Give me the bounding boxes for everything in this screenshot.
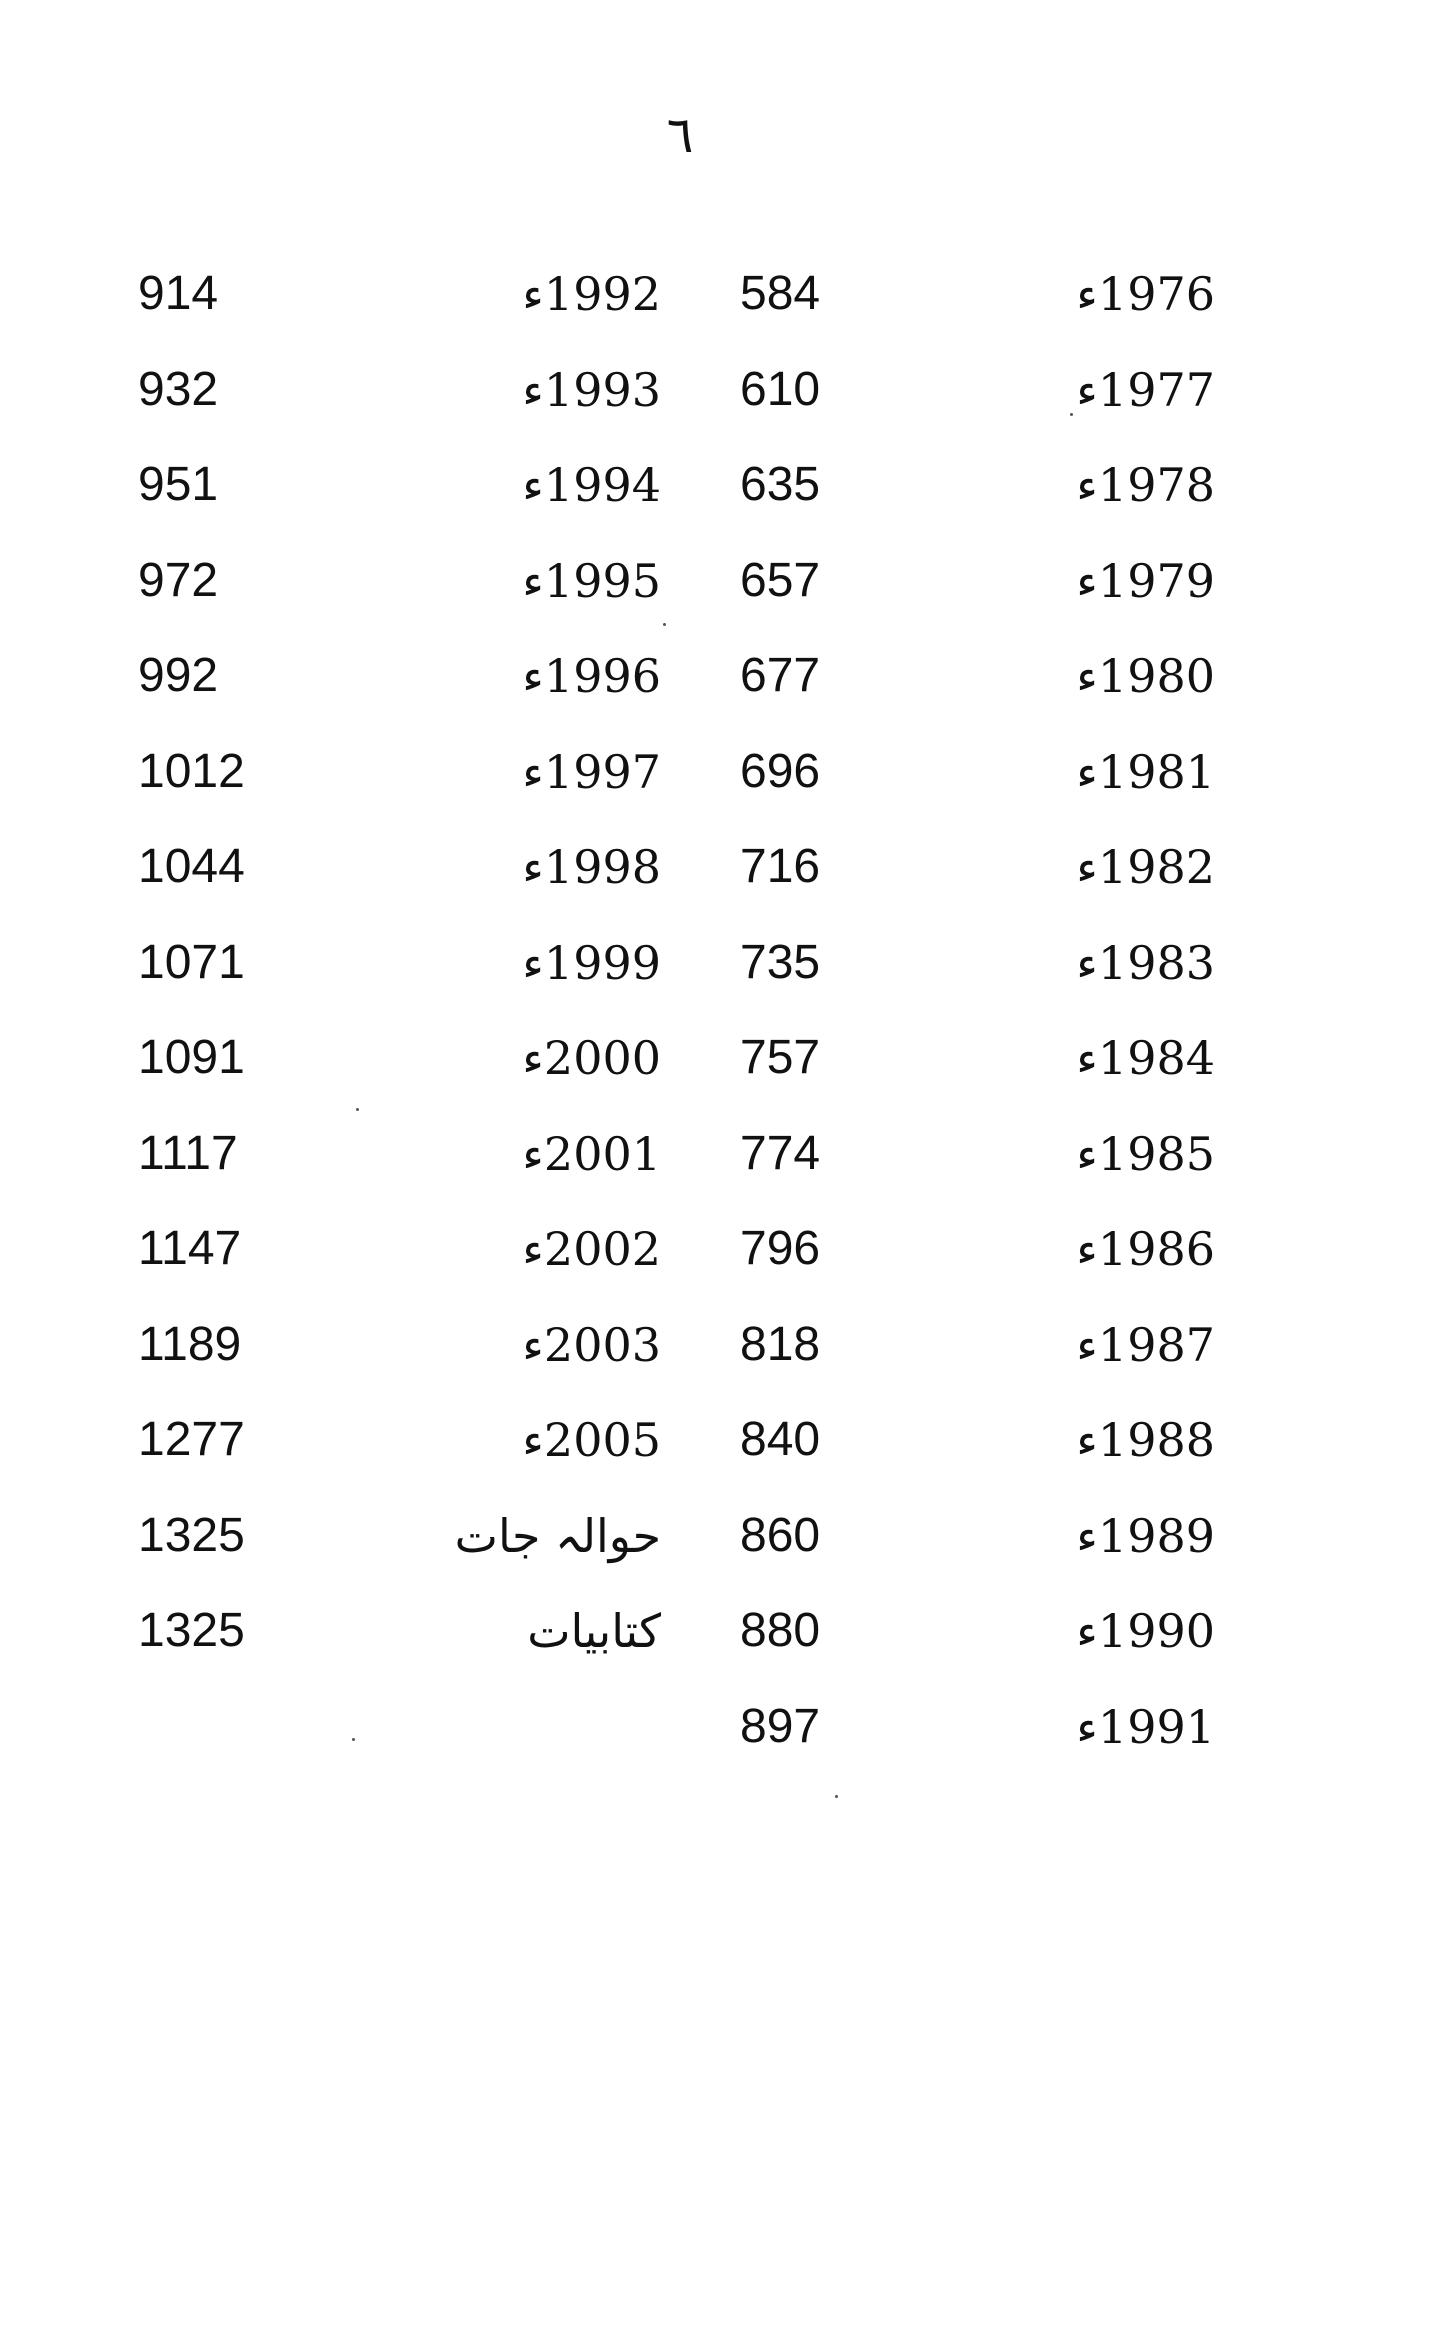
page-ref: 860 bbox=[740, 1508, 821, 1562]
index-entry: 1979ء bbox=[1076, 553, 1215, 608]
page-ref: 774 bbox=[740, 1126, 821, 1180]
index-entry: 1995ء bbox=[522, 553, 661, 608]
page-ref: 897 bbox=[740, 1699, 821, 1753]
index-entry: 2003ء bbox=[522, 1317, 661, 1372]
page-ref: 880 bbox=[740, 1604, 821, 1657]
index-entry: 1982ء bbox=[1076, 840, 1215, 894]
index-entry: 2000ء bbox=[522, 1031, 661, 1085]
index-entry: 2005ء bbox=[522, 1413, 661, 1467]
index-entry: 1981ء bbox=[1076, 744, 1215, 799]
page-number: ٦ bbox=[666, 106, 694, 164]
page-ref: 1117 bbox=[138, 1126, 238, 1180]
right-page-numbers-column bbox=[740, 258, 970, 1786]
page-ref: 1325 bbox=[138, 1508, 245, 1562]
scan-speck bbox=[356, 1108, 359, 1111]
index-entry: 1991ء bbox=[1076, 1699, 1215, 1754]
index-entry: 1993ء bbox=[522, 362, 661, 417]
page-ref: 818 bbox=[740, 1317, 821, 1371]
index-entry: 1986ء bbox=[1076, 1222, 1215, 1276]
page-ref: 1044 bbox=[138, 840, 245, 893]
page-ref: 972 bbox=[138, 553, 219, 607]
scan-speck bbox=[663, 623, 666, 626]
page-ref: 735 bbox=[740, 935, 821, 989]
page-ref: 696 bbox=[740, 744, 821, 798]
page-ref: 757 bbox=[740, 1031, 821, 1084]
page-ref: 1012 bbox=[138, 744, 245, 798]
index-entry: 1994ء bbox=[522, 458, 661, 512]
index-entry: 1977ء bbox=[1076, 362, 1215, 417]
page-ref: 1277 bbox=[138, 1413, 245, 1466]
index-entry: 1988ء bbox=[1076, 1413, 1215, 1467]
index-entry: 1997ء bbox=[522, 744, 661, 799]
right-entries-column bbox=[985, 258, 1215, 1786]
scan-speck bbox=[835, 1795, 838, 1798]
page-ref: 584 bbox=[740, 267, 821, 320]
page-ref: 657 bbox=[740, 553, 821, 607]
left-entries-column bbox=[431, 258, 661, 1691]
page-ref: 840 bbox=[740, 1413, 821, 1466]
page-ref: 932 bbox=[138, 362, 219, 416]
page-ref: 1325 bbox=[138, 1604, 245, 1657]
page-ref: 1091 bbox=[138, 1031, 245, 1084]
page-ref: 1189 bbox=[138, 1317, 242, 1371]
index-entry: 1996ء bbox=[522, 649, 661, 703]
left-page-numbers-column bbox=[138, 258, 368, 1691]
index-entry: 1976ء bbox=[1076, 267, 1215, 321]
page-ref: 635 bbox=[740, 458, 821, 511]
scan-speck bbox=[352, 1738, 355, 1741]
page-ref: 1071 bbox=[138, 935, 245, 989]
index-entry: 1983ء bbox=[1076, 935, 1215, 990]
index-entry: 1984ء bbox=[1076, 1031, 1215, 1085]
page-ref: 992 bbox=[138, 649, 219, 702]
index-entry: 1987ء bbox=[1076, 1317, 1215, 1372]
index-entry-bibliography: کتابیات bbox=[527, 1604, 661, 1658]
page-ref: 610 bbox=[740, 362, 821, 416]
index-entry: 1978ء bbox=[1076, 458, 1215, 512]
page-ref: 914 bbox=[138, 267, 219, 320]
index-entry: 1985ء bbox=[1076, 1126, 1215, 1181]
page-ref: 677 bbox=[740, 649, 821, 702]
index-entry-references: حوالہ جات bbox=[454, 1508, 661, 1563]
page-ref: 716 bbox=[740, 840, 821, 893]
page-ref: 1147 bbox=[138, 1222, 242, 1275]
index-entry: 1980ء bbox=[1076, 649, 1215, 703]
index-entry: 2001ء bbox=[522, 1126, 661, 1181]
index-entry: 1999ء bbox=[522, 935, 661, 990]
index-entry: 1992ء bbox=[522, 267, 661, 321]
page-ref: 951 bbox=[138, 458, 219, 511]
index-entry: 1989ء bbox=[1076, 1508, 1215, 1563]
index-entry: 2002ء bbox=[522, 1222, 661, 1276]
index-entry: 1990ء bbox=[1076, 1604, 1215, 1658]
index-entry: 1998ء bbox=[522, 840, 661, 894]
page-ref: 796 bbox=[740, 1222, 821, 1275]
scan-speck bbox=[1070, 413, 1073, 416]
